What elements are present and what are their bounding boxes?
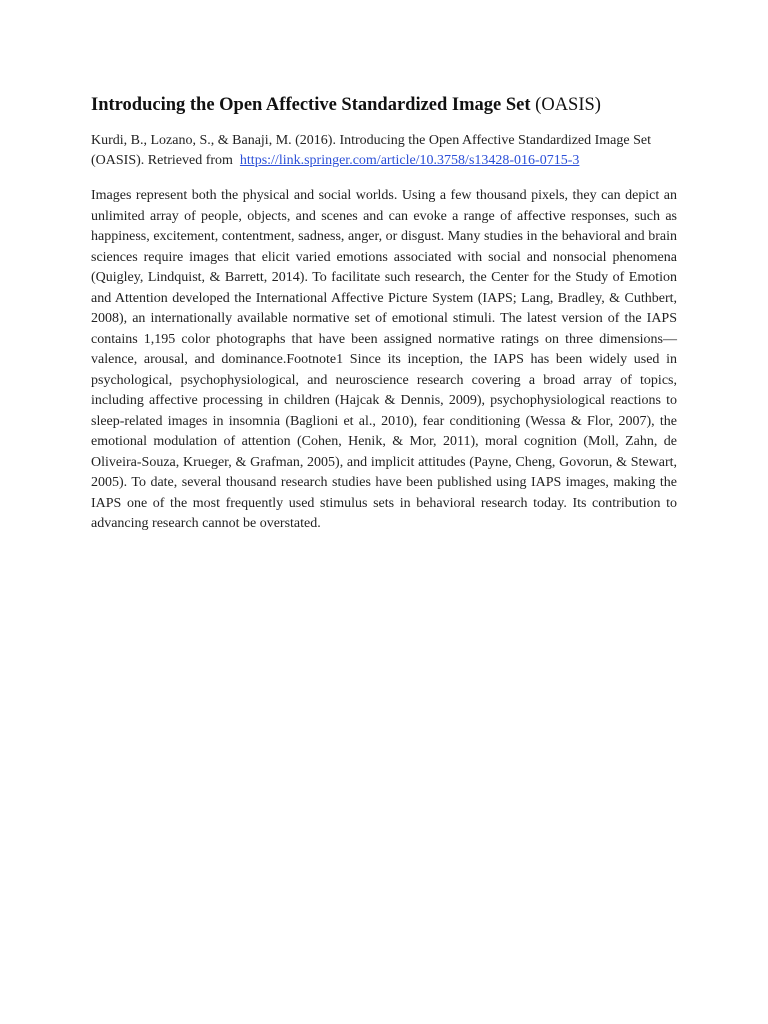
title-main: Introducing the Open Affective Standardized Image Set: [91, 95, 531, 115]
citation-text: Kurdi, B., Lozano, S., & Banaji, M. (2016). Introducing the Open Affective Standardized Image Set (OASIS). Retrieved from: [91, 133, 651, 168]
document-title: [91, 93, 677, 117]
citation-link[interactable]: https://link.springer.com/article/10.3758/s13428-016-0715-3: [239, 153, 580, 168]
body-paragraph: Images represent both the physical and social worlds. Using a few thousand pixels, they can depict an unlimited array of people, objects, and scenes and can evoke a range of affective responses, such as happiness, excitement, contentment, sadness, anger, or disgust. Many studies in the behavioral and brain sciences require images that elicit varied emotions associated with social and nonsocial phenomena (Quigley, Lindquist, & Barrett, 2014). To facilitate such research, the Center for the Study of Emotion and Attention developed the International Affective Picture System (IAPS; Lang, Bradley, & Cuthbert, 2008), an internationally available normative set of emotional stimuli. The latest version of the IAPS contains 1,195 color photographs that have been assigned normative ratings on three dimensions—valence, arousal, and dominance.Footnote1 Since its inception, the IAPS has been widely used in psychological, psychophysiological, and neuroscience research covering a broad array of topics, including affective processing in children (Hajcak & Dennis, 2009), psychophysiological reactions to sleep-related images in insomnia (Baglioni et al., 2010), fear conditioning (Wessa & Flor, 2007), the emotional modulation of attention (Cohen, Henik, & Mor, 2011), moral cognition (Moll, Zahn, de Oliveira-Souza, Krueger, & Grafman, 2005), and implicit attitudes (Payne, Cheng, Govorun, & Stewart, 2005). To date, several thousand research studies have been published using IAPS images, making the IAPS one of the most frequently used stimulus sets in behavioral research today. Its contribution to advancing research cannot be overstated.: [91, 188, 677, 531]
document-page: [91, 93, 677, 535]
title-suffix: (OASIS): [535, 95, 601, 115]
citation: [91, 131, 677, 171]
